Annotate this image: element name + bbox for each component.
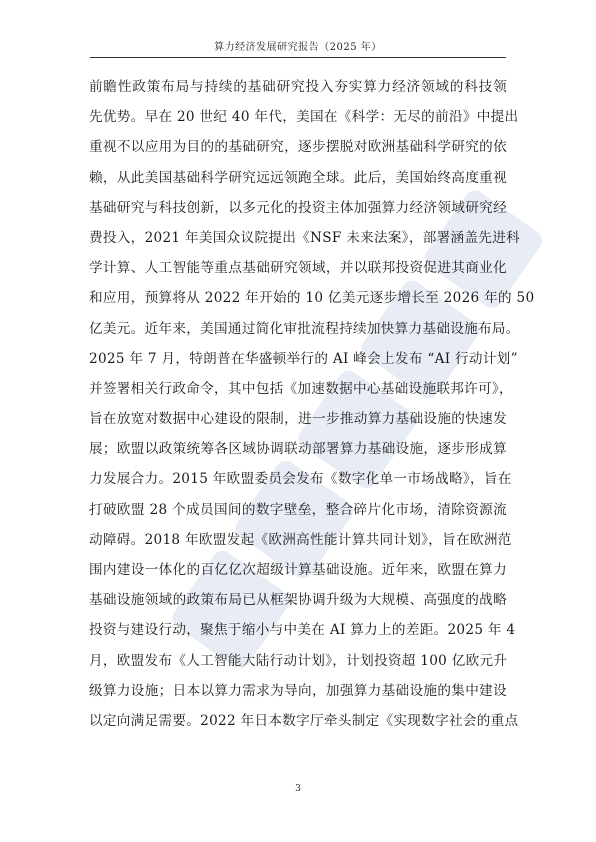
text-line: 前瞻性政策布局与持续的基础研究投入夯实算力经济领域的科技领	[89, 79, 507, 95]
text-line: 以定向满足需要。2022 年日本数字厅牵头制定《实现数字社会的重点	[89, 712, 519, 729]
header-title: 算力经济发展研究报告（2025 年）	[214, 42, 382, 53]
text-line: 并签署相关行政命令，其中包括《加速数据中心基础设施联邦许可》，	[89, 380, 513, 397]
text-line: 重视不以应用为目的的基础研究，逐步摆脱对欧洲基础科学研究的依	[89, 139, 507, 156]
page-number: 3	[295, 784, 301, 794]
text-line: 力发展合力。2015 年欧盟委员会发布《数字化单一市场战略》，旨在	[89, 471, 512, 488]
text-line: 级算力设施；日本以算力需求为导向，加强算力基础设施的集中建设	[89, 682, 507, 699]
text-line: 和应用，预算将从 2022 年开始的 10 亿美元逐步增长至 2026 年的 50	[89, 290, 535, 307]
text-line: 亿美元。近年来，美国通过简化审批流程持续加快算力基础设施布局。	[89, 320, 520, 337]
text-line: 赖，从此美国基础科学研究远远领跑全球。此后，美国始终高度重视	[89, 169, 507, 186]
text-line: 基础设施领域的政策布局已从框架协调升级为大规模、高强度的战略	[89, 592, 507, 609]
text-line: 月，欧盟发布《人工智能大陆行动计划》，计划投资超 100 亿欧元升	[89, 652, 508, 669]
running-header	[90, 38, 506, 58]
text-line: 2025 年 7 月，特朗普在华盛顿举行的 AI 峰会上发布 “AI 行动计划”	[89, 350, 518, 367]
text-line: 旨在放宽对数据中心建设的限制，进一步推动算力基础设施的快速发	[89, 411, 507, 428]
text-line: 围内建设一体化的百亿亿次超级计算基础设施。近年来，欧盟在算力	[89, 562, 507, 578]
body-paragraph	[89, 72, 535, 736]
text-line: 打破欧盟 28 个成员国间的数字壁垒，整合碎片化市场，清除资源流	[89, 501, 507, 518]
text-line: 展；欧盟以政策统筹各区域协调联动部署算力基础设施，逐步形成算	[89, 441, 507, 458]
text-line: 投资与建设行动，聚焦于缩小与中美在 AI 算力上的差距。2025 年 4	[89, 622, 516, 639]
text-line: 动障碍。2018 年欧盟发起《欧洲高性能计算共同计划》，旨在欧洲范	[89, 531, 512, 548]
text-line: 先优势。早在 20 世纪 40 年代，美国在《科学：无尽的前沿》中提出	[89, 109, 519, 126]
text-line: 学计算、人工智能等重点基础研究领域，并以联邦投资促进其商业化	[89, 260, 507, 277]
text-line: 基础研究与科技创新，以多元化的投资主体加强算力经济领域研究经	[89, 199, 507, 216]
text-line: 费投入，2021 年美国众议院提出《NSF 未来法案》，部署涵盖先进科	[89, 229, 521, 246]
